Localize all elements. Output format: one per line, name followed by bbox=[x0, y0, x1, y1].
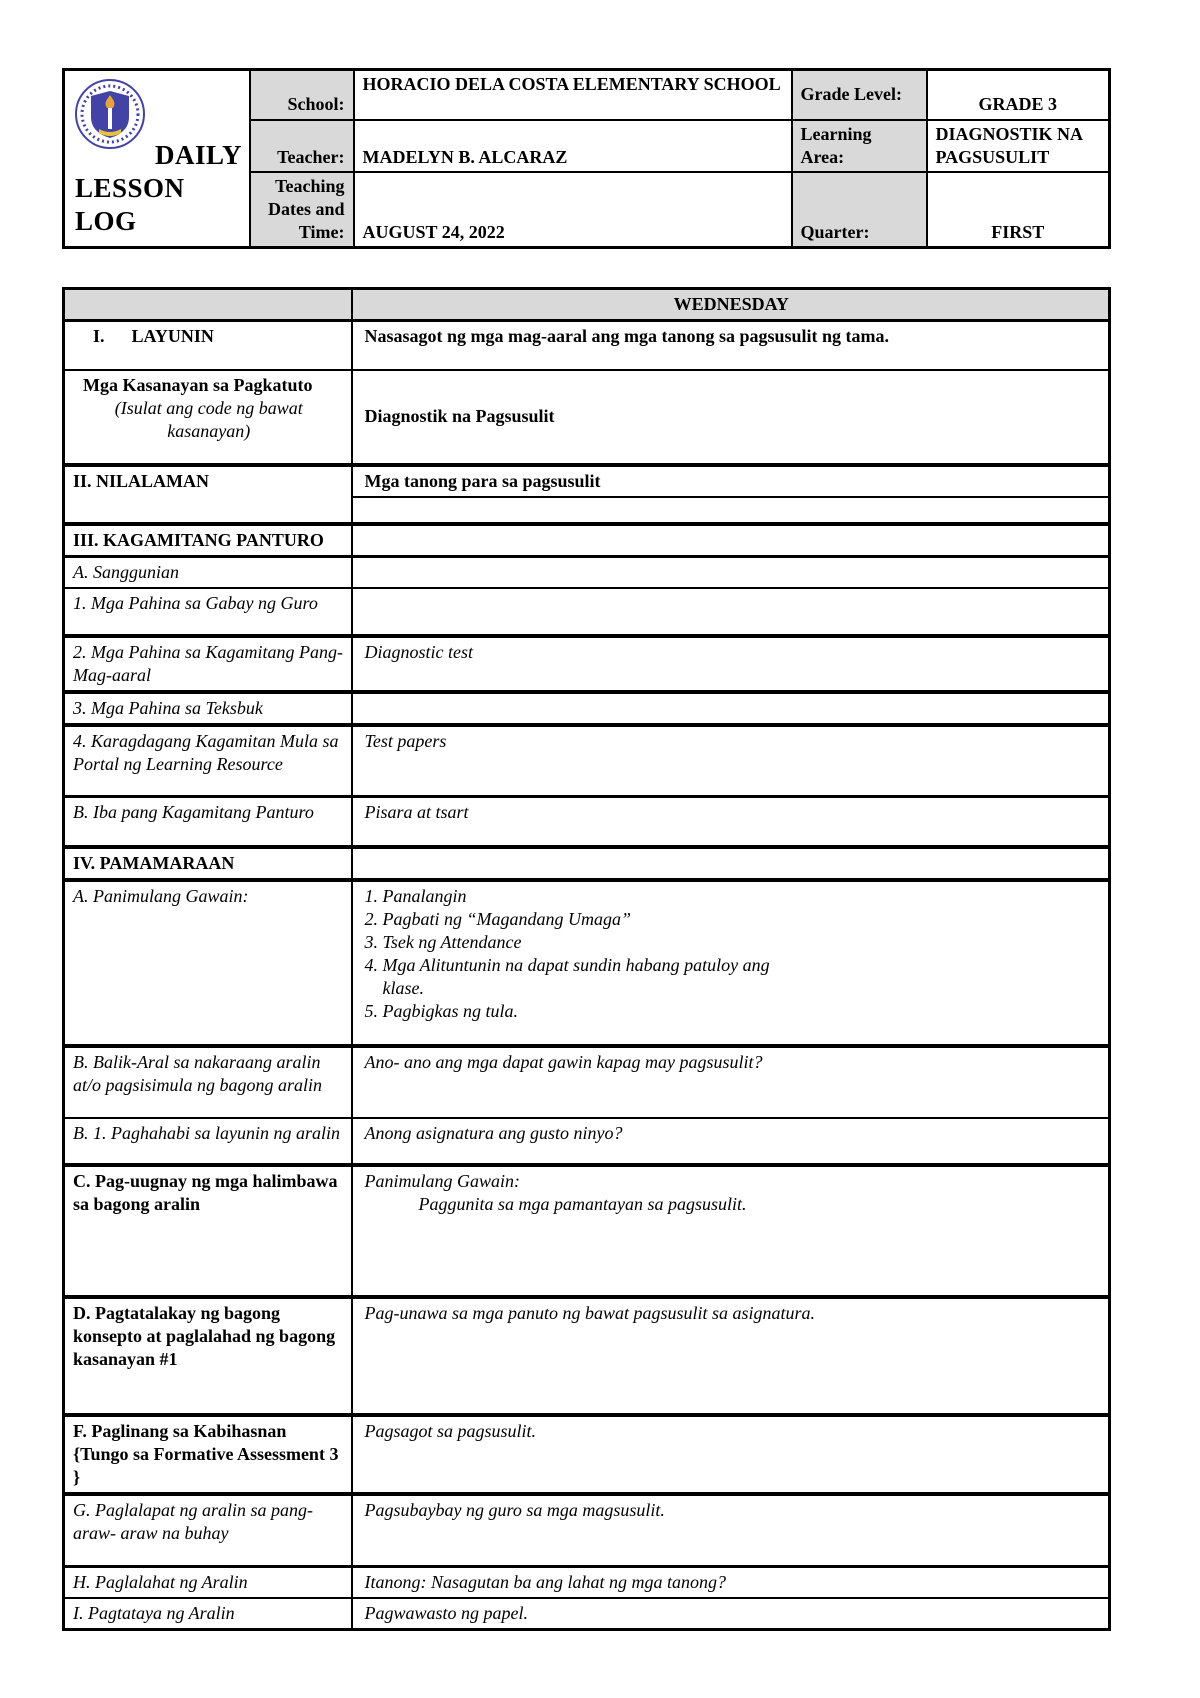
school-label: School: bbox=[250, 70, 354, 120]
day-header-spacer bbox=[64, 289, 352, 321]
quarter-value: FIRST bbox=[927, 172, 1110, 248]
school-value: HORACIO DELA COSTA ELEMENTARY SCHOOL bbox=[354, 70, 792, 120]
row-content-pagtatalakay: Pag-unawa sa mga panuto ng bawat pagsusulit sa asignatura. bbox=[352, 1297, 1110, 1415]
row-content-paglalapat: Pagsubaybay ng guro sa mga magsusulit. bbox=[352, 1494, 1110, 1567]
pag-uugnay-line-1: Panimulang Gawain: bbox=[364, 1170, 520, 1191]
pag-uugnay-line-2: Paggunita sa mga pamantayan sa pagsusulit. bbox=[364, 1193, 747, 1214]
title-line-2: LESSON LOG bbox=[75, 172, 185, 236]
row-label-paglalahat: H. Paglalahat ng Aralin bbox=[64, 1567, 352, 1599]
row-label-layunin: I. LAYUNIN bbox=[64, 321, 352, 370]
learning-area-label: Learning Area: bbox=[792, 120, 927, 172]
panimulang-line-3: 3. Tsek ng Attendance bbox=[364, 931, 522, 952]
row-label-panimulang-gawain: A. Panimulang Gawain: bbox=[64, 880, 352, 1046]
row-content-paglalahat: Itanong: Nasagutan ba ang lahat ng mga tanong? bbox=[352, 1567, 1110, 1599]
row-content-paghahabi: Anong asignatura ang gusto ninyo? bbox=[352, 1118, 1110, 1165]
row-label-pahina-kagamitang: 2. Mga Pahina sa Kagamitang Pang- Mag-aaral bbox=[64, 636, 352, 692]
row-content-sanggunian bbox=[352, 556, 1110, 588]
row-label-iba-pang-kagamitang: B. Iba pang Kagamitang Panturo bbox=[64, 797, 352, 847]
row-content-nilalaman: Mga tanong para sa pagsusulit bbox=[352, 465, 1110, 497]
row-label-paglalapat: G. Paglalapat ng aralin sa pang-araw- araw na buhay bbox=[64, 1494, 352, 1567]
teacher-label: Teacher: bbox=[250, 120, 354, 172]
row-label-pagtatalakay: D. Pagtatalakay ng bagong konsepto at paglalahad ng bagong kasanayan #1 bbox=[64, 1297, 352, 1415]
row-label-balik-aral: B. Balik-Aral sa nakaraang aralin at/o pagsisimula ng bagong aralin bbox=[64, 1046, 352, 1118]
row-content-karagdagang-kagamitan: Test papers bbox=[352, 725, 1110, 797]
panimulang-line-4: 4. Mga Alituntunin na dapat sundin habang patuloy ang bbox=[364, 954, 770, 975]
document-title bbox=[75, 139, 245, 238]
row-label-karagdagang-kagamitan: 4. Karagdagang Kagamitan Mula sa Portal ng Learning Resource bbox=[64, 725, 352, 797]
panimulang-line-6: 5. Pagbigkas ng tula. bbox=[364, 1000, 518, 1021]
header-table bbox=[62, 68, 1111, 249]
row-content-kagamitang-panturo bbox=[352, 524, 1110, 557]
learning-area-value: DIAGNOSTIK NA PAGSUSULIT bbox=[927, 120, 1110, 172]
row-label-paghahabi: B. 1. Paghahabi sa layunin ng aralin bbox=[64, 1118, 352, 1165]
row-label-pamamaraan: IV. PAMAMARAAN bbox=[64, 847, 352, 880]
panimulang-line-2: 2. Pagbati ng “Magandang Umaga” bbox=[364, 908, 632, 929]
kasanayan-label-note: (Isulat ang code ng bawat kasanayan) bbox=[114, 397, 303, 441]
row-label-nilalaman: II. NILALAMAN bbox=[64, 465, 352, 524]
row-content-pahina-gabay-guro bbox=[352, 588, 1110, 636]
row-content-paglinang: Pagsagot sa pagsusulit. bbox=[352, 1415, 1110, 1494]
row-label-sanggunian: A. Sanggunian bbox=[64, 556, 352, 588]
day-header: WEDNESDAY bbox=[352, 289, 1110, 321]
row-label-pahina-gabay-guro: 1. Mga Pahina sa Gabay ng Guro bbox=[64, 588, 352, 636]
row-content-pagtataya: Pagwawasto ng papel. bbox=[352, 1598, 1110, 1630]
teaching-dates-value: AUGUST 24, 2022 bbox=[354, 172, 792, 248]
quarter-label: Quarter: bbox=[792, 172, 927, 248]
row-content-pamamaraan bbox=[352, 847, 1110, 880]
row-label-pag-uugnay: C. Pag-uugnay ng mga halimbawa sa bagong aralin bbox=[64, 1165, 352, 1297]
teacher-value: MADELYN B. ALCARAZ bbox=[354, 120, 792, 172]
title-line-1: DAILY bbox=[155, 139, 243, 170]
row-content-kasanayan: Diagnostik na Pagsusulit bbox=[352, 370, 1110, 465]
teaching-dates-label: Teaching Dates and Time: bbox=[250, 172, 354, 248]
row-content-panimulang-gawain bbox=[352, 880, 1110, 1046]
row-label-kagamitang-panturo: III. KAGAMITANG PANTURO bbox=[64, 524, 352, 557]
row-content-pag-uugnay bbox=[352, 1165, 1110, 1297]
row-label-pahina-teksbuk: 3. Mga Pahina sa Teksbuk bbox=[64, 692, 352, 725]
panimulang-line-5: klase. bbox=[364, 977, 424, 998]
grade-level-label: Grade Level: bbox=[792, 70, 927, 120]
row-label-paglinang: F. Paglinang sa Kabihasnan {Tungo sa Formative Assessment 3 } bbox=[64, 1415, 352, 1494]
lesson-log-table bbox=[62, 287, 1111, 1631]
row-content-iba-pang-kagamitang: Pisara at tsart bbox=[352, 797, 1110, 847]
grade-level-value: GRADE 3 bbox=[927, 70, 1110, 120]
row-content-balik-aral: Ano- ano ang mga dapat gawin kapag may pagsusulit? bbox=[352, 1046, 1110, 1118]
row-label-kasanayan bbox=[64, 370, 352, 465]
row-label-pagtataya: I. Pagtataya ng Aralin bbox=[64, 1598, 352, 1630]
brand-cell bbox=[64, 70, 250, 248]
panimulang-line-1: 1. Panalangin bbox=[364, 885, 467, 906]
row-content-nilalaman-extra bbox=[352, 497, 1110, 524]
kasanayan-label-text: Mga Kasanayan sa Pagkatuto bbox=[83, 374, 313, 395]
row-content-pahina-teksbuk bbox=[352, 692, 1110, 725]
row-content-pahina-kagamitang: Diagnostic test bbox=[352, 636, 1110, 692]
row-content-layunin: Nasasagot ng mga mag-aaral ang mga tanong sa pagsusulit ng tama. bbox=[352, 321, 1110, 370]
